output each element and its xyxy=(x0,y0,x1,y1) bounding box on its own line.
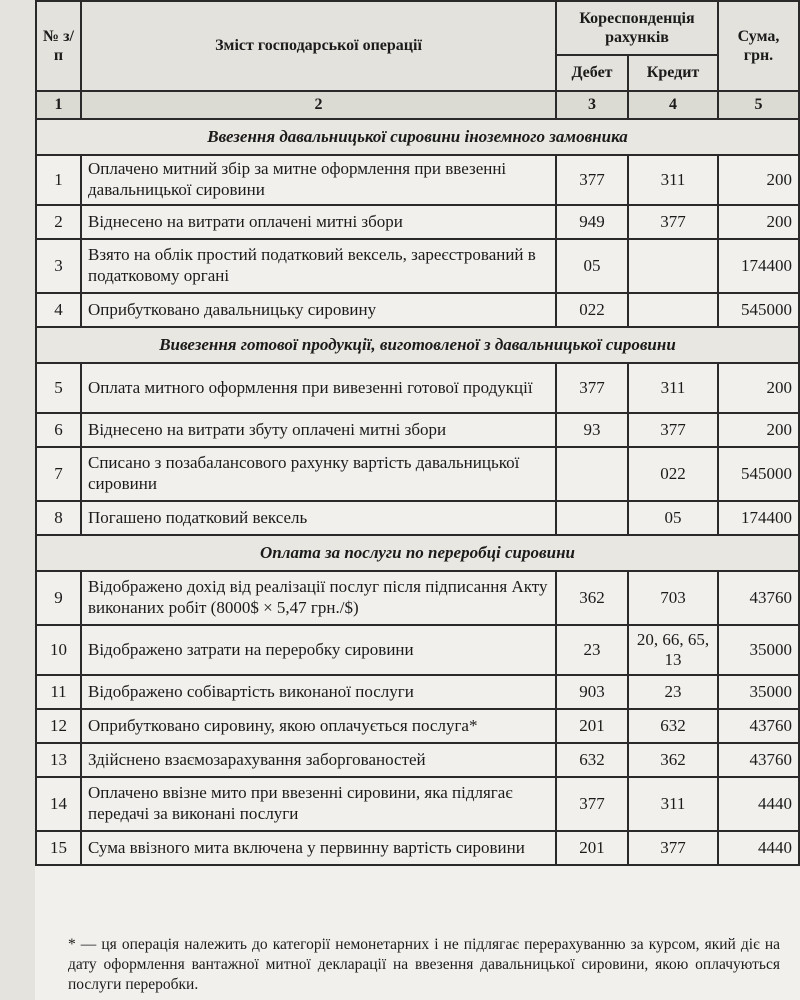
credit-account: 311 xyxy=(628,155,718,205)
credit-account: 362 xyxy=(628,743,718,777)
section-title: Оплата за послуги по переробці сировини xyxy=(36,535,799,571)
header-debit: Дебет xyxy=(556,55,628,91)
row-number: 7 xyxy=(36,447,81,501)
operation-text: Оприбутковано давальницьку сировину xyxy=(81,293,556,327)
credit-account: 20, 66, 65, 13 xyxy=(628,625,718,675)
row-number: 15 xyxy=(36,831,81,865)
section-title: Вивезення готової продукції, виготовленої з давальницької сировини xyxy=(36,327,799,363)
debit-account: 93 xyxy=(556,413,628,447)
section-title: Ввезення давальницької сировини іноземного замовника xyxy=(36,119,799,155)
section-header xyxy=(36,535,799,571)
row-number: 2 xyxy=(36,205,81,239)
operation-text: Віднесено на витрати збуту оплачені митні збори xyxy=(81,413,556,447)
operations-table xyxy=(35,0,800,866)
debit-account: 949 xyxy=(556,205,628,239)
debit-account: 377 xyxy=(556,363,628,413)
page-margin xyxy=(0,0,35,1000)
section-header xyxy=(36,119,799,155)
amount: 35000 xyxy=(718,675,799,709)
operation-text: Оплачено ввізне мито при ввезенні сировини, яка підлягає передачі за виконані послуги xyxy=(81,777,556,831)
table-row xyxy=(36,777,799,831)
table-row xyxy=(36,447,799,501)
column-number: 5 xyxy=(718,91,799,119)
table-row xyxy=(36,831,799,865)
operation-text: Відображено дохід від реалізації послуг після підписання Акту виконаних робіт (8000$ × 5,47 грн./$) xyxy=(81,571,556,625)
credit-account: 311 xyxy=(628,363,718,413)
row-number: 11 xyxy=(36,675,81,709)
operation-text: Погашено податковий вексель xyxy=(81,501,556,535)
operation-text: Віднесено на витрати оплачені митні збори xyxy=(81,205,556,239)
table-row xyxy=(36,205,799,239)
row-number: 14 xyxy=(36,777,81,831)
row-number: 3 xyxy=(36,239,81,293)
credit-account: 632 xyxy=(628,709,718,743)
debit-account: 362 xyxy=(556,571,628,625)
debit-account: 377 xyxy=(556,777,628,831)
operation-text: Сума ввізного мита включена у первинну вартість сировини xyxy=(81,831,556,865)
table-row xyxy=(36,363,799,413)
operation-text: Оплачено митний збір за митне оформлення при ввезенні давальницької сировини xyxy=(81,155,556,205)
table-row xyxy=(36,709,799,743)
row-number: 6 xyxy=(36,413,81,447)
table-row xyxy=(36,239,799,293)
amount: 4440 xyxy=(718,831,799,865)
table-row xyxy=(36,625,799,675)
amount: 200 xyxy=(718,205,799,239)
credit-account: 703 xyxy=(628,571,718,625)
amount: 174400 xyxy=(718,239,799,293)
header-content: Зміст господарської операції xyxy=(81,1,556,91)
debit-account: 201 xyxy=(556,709,628,743)
amount: 174400 xyxy=(718,501,799,535)
table-row xyxy=(36,571,799,625)
table-row xyxy=(36,293,799,327)
amount: 200 xyxy=(718,413,799,447)
row-number: 10 xyxy=(36,625,81,675)
debit-account: 377 xyxy=(556,155,628,205)
row-number: 12 xyxy=(36,709,81,743)
row-number: 9 xyxy=(36,571,81,625)
amount: 4440 xyxy=(718,777,799,831)
debit-account xyxy=(556,501,628,535)
operation-text: Здійснено взаємозарахування заборгованостей xyxy=(81,743,556,777)
footnote: * — ця операція належить до категорії немонетарних і не підлягає перерахуванню за курсом, який діє на дату оформлення вантажної митної декларації на ввезення давальницької сировини, якою оплачуються послуги переробки. xyxy=(68,936,780,994)
credit-account: 311 xyxy=(628,777,718,831)
credit-account: 377 xyxy=(628,205,718,239)
table-row xyxy=(36,743,799,777)
header-correspondence: Кореспонденція рахунків xyxy=(556,1,718,55)
credit-account xyxy=(628,293,718,327)
debit-account: 022 xyxy=(556,293,628,327)
row-number: 4 xyxy=(36,293,81,327)
row-number: 13 xyxy=(36,743,81,777)
amount: 200 xyxy=(718,363,799,413)
header-no: № з/п xyxy=(36,1,81,91)
debit-account: 903 xyxy=(556,675,628,709)
table-row xyxy=(36,155,799,205)
amount: 43760 xyxy=(718,571,799,625)
row-number: 1 xyxy=(36,155,81,205)
column-number: 1 xyxy=(36,91,81,119)
table-row xyxy=(36,675,799,709)
table-row xyxy=(36,501,799,535)
amount: 200 xyxy=(718,155,799,205)
column-number: 2 xyxy=(81,91,556,119)
operation-text: Відображено затрати на переробку сировини xyxy=(81,625,556,675)
operation-text: Оприбутковано сировину, якою оплачується послуга* xyxy=(81,709,556,743)
amount: 43760 xyxy=(718,743,799,777)
table-row xyxy=(36,413,799,447)
credit-account: 05 xyxy=(628,501,718,535)
amount: 35000 xyxy=(718,625,799,675)
operation-text: Взято на облік простий податковий вексель, зареєстрований в податковому органі xyxy=(81,239,556,293)
operation-text: Відображено собівартість виконаної послуги xyxy=(81,675,556,709)
column-number: 3 xyxy=(556,91,628,119)
credit-account: 377 xyxy=(628,831,718,865)
row-number: 8 xyxy=(36,501,81,535)
credit-account: 022 xyxy=(628,447,718,501)
section-header xyxy=(36,327,799,363)
operation-text: Списано з позабалансового рахунку вартість давальницької сировини xyxy=(81,447,556,501)
debit-account: 23 xyxy=(556,625,628,675)
amount: 43760 xyxy=(718,709,799,743)
debit-account xyxy=(556,447,628,501)
column-number: 4 xyxy=(628,91,718,119)
credit-account: 23 xyxy=(628,675,718,709)
credit-account xyxy=(628,239,718,293)
table-body xyxy=(36,119,799,865)
header-credit: Кредит xyxy=(628,55,718,91)
debit-account: 201 xyxy=(556,831,628,865)
header-sum: Сума, грн. xyxy=(718,1,799,91)
operation-text: Оплата митного оформлення при вивезенні готової продукції xyxy=(81,363,556,413)
amount: 545000 xyxy=(718,447,799,501)
debit-account: 632 xyxy=(556,743,628,777)
credit-account: 377 xyxy=(628,413,718,447)
amount: 545000 xyxy=(718,293,799,327)
debit-account: 05 xyxy=(556,239,628,293)
row-number: 5 xyxy=(36,363,81,413)
